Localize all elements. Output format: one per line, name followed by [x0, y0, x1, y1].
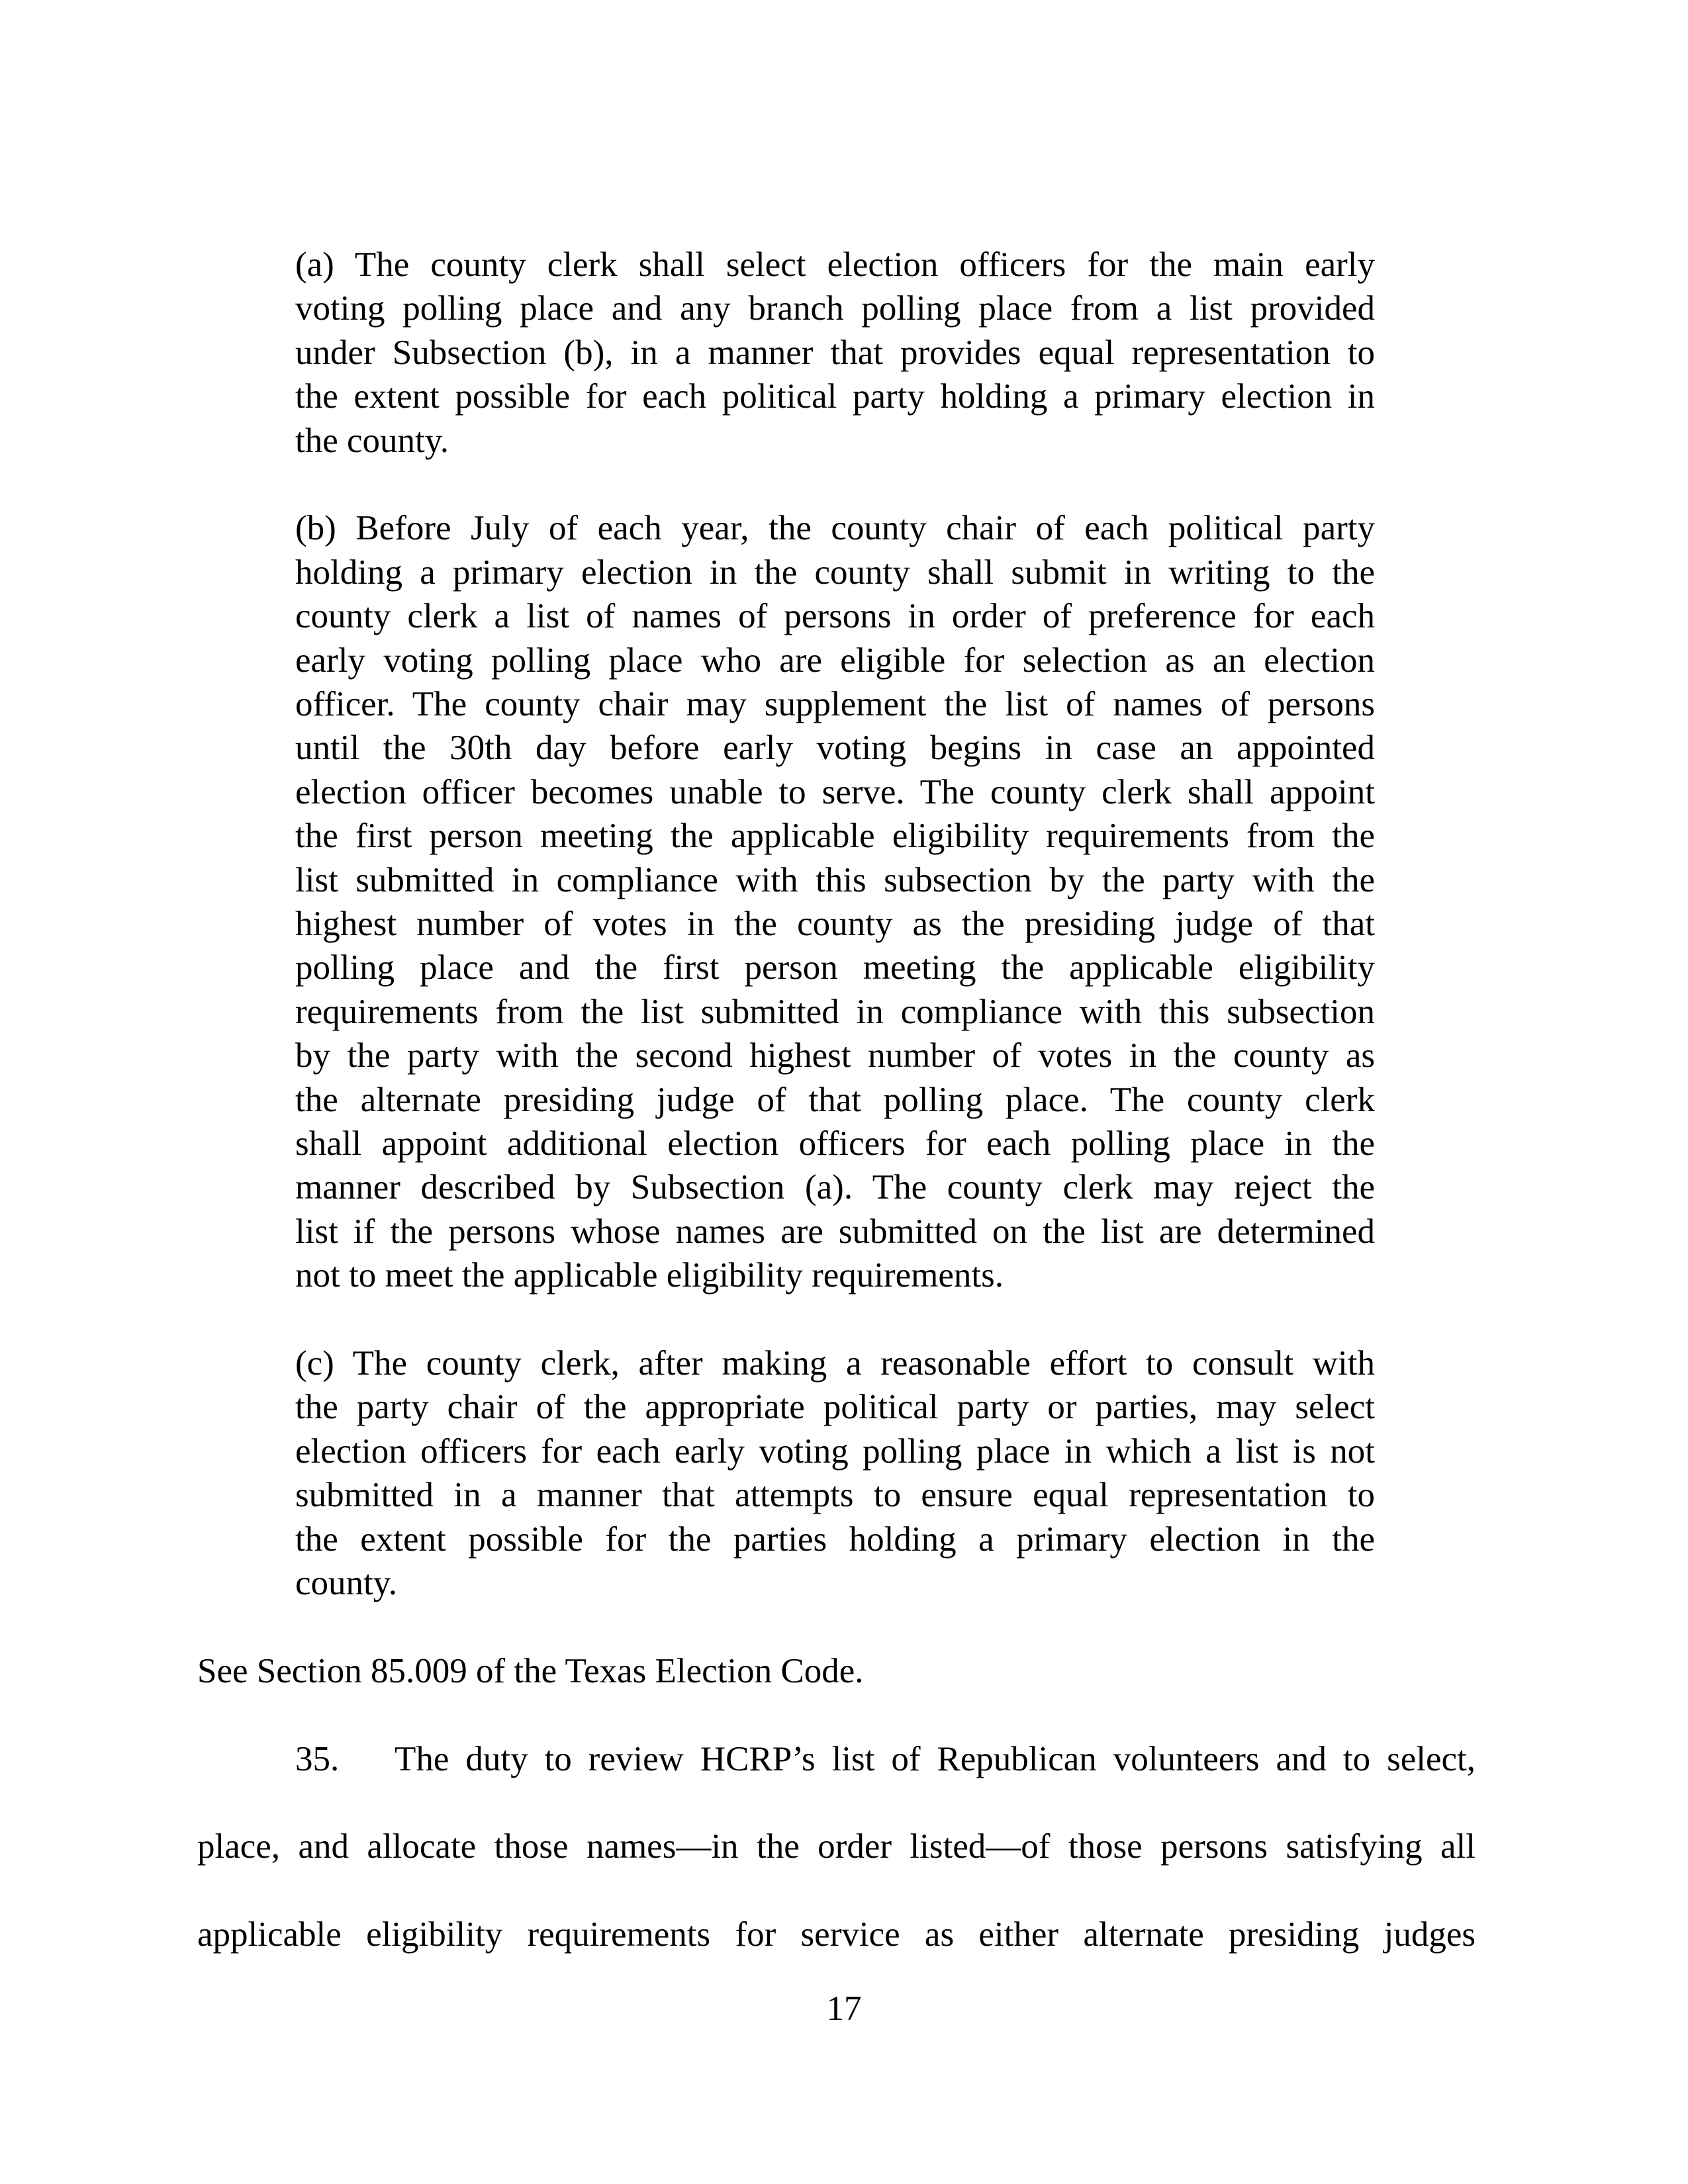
block-quote-line: the alternate presiding judge of that polling place. The county clerk — [295, 1080, 1375, 1119]
block-quote-line: polling place and the first person meeting the applicable eligibility — [295, 948, 1375, 987]
block-quote-line: (b) Before July of each year, the county chair of each political party — [295, 509, 1375, 548]
block-quote-line: shall appoint additional election officers for each polling place in the — [295, 1124, 1375, 1163]
page-number: 17 — [826, 1989, 862, 2028]
block-quote-line: the extent possible for each political party holding a primary election in — [295, 377, 1375, 416]
block-quote-line: submitted in a manner that attempts to ensure equal representation to — [295, 1476, 1375, 1515]
block-quote-line: county. — [295, 1564, 398, 1602]
block-quote-line: not to meet the applicable eligibility requirements. — [295, 1256, 1004, 1295]
block-quote-line: holding a primary election in the county shall submit in writing to the — [295, 553, 1375, 592]
block-quote-line: voting polling place and any branch polling place from a list provided — [295, 289, 1375, 328]
block-quote-line: list submitted in compliance with this subsection by the party with the — [295, 860, 1375, 899]
paragraph-number: 35. — [295, 1740, 340, 1778]
paragraph-line: The duty to review HCRP’s list of Republican volunteers and to select, — [395, 1740, 1476, 1778]
block-quote-line: by the party with the second highest number of votes in the county as — [295, 1036, 1375, 1075]
block-quote-line: (a) The county clerk shall select election officers for the main early — [295, 246, 1375, 284]
citation-text: See Section 85.009 of the Texas Election Code. — [197, 1651, 864, 1690]
block-quote-line: early voting polling place who are eligible for selection as an election — [295, 641, 1375, 680]
block-quote-line: county clerk a list of names of persons in order of preference for each — [295, 597, 1375, 636]
block-quote-line: manner described by Subsection (a). The county clerk may reject the — [295, 1168, 1375, 1207]
block-quote-line: election officer becomes unable to serve. The county clerk shall appoint — [295, 772, 1375, 811]
block-quote-line: the first person meeting the applicable eligibility requirements from the — [295, 817, 1375, 856]
block-quote-line: officer. The county chair may supplement the list of names of persons — [295, 685, 1375, 723]
block-quote-line: requirements from the list submitted in compliance with this subsection — [295, 992, 1375, 1031]
block-quote-line: under Subsection (b), in a manner that provides equal representation to — [295, 333, 1375, 372]
block-quote-line: until the 30th day before early voting begins in case an appointed — [295, 729, 1375, 768]
paragraph-line: applicable eligibility requirements for service as either alternate presiding judges — [197, 1915, 1476, 1954]
paragraph-line: place, and allocate those names—in the order listed—of those persons satisfying all — [197, 1827, 1476, 1866]
block-quote-line: the extent possible for the parties holding a primary election in the — [295, 1520, 1375, 1559]
block-quote-line: election officers for each early voting polling place in which a list is not — [295, 1432, 1375, 1471]
block-quote-line: (c) The county clerk, after making a reasonable effort to consult with — [295, 1344, 1375, 1383]
block-quote-line: list if the persons whose names are submitted on the list are determined — [295, 1212, 1375, 1251]
block-quote-line: the county. — [295, 421, 449, 460]
block-quote-line: highest number of votes in the county as the presiding judge of that — [295, 905, 1375, 943]
block-quote-line: the party chair of the appropriate political party or parties, may select — [295, 1388, 1375, 1427]
